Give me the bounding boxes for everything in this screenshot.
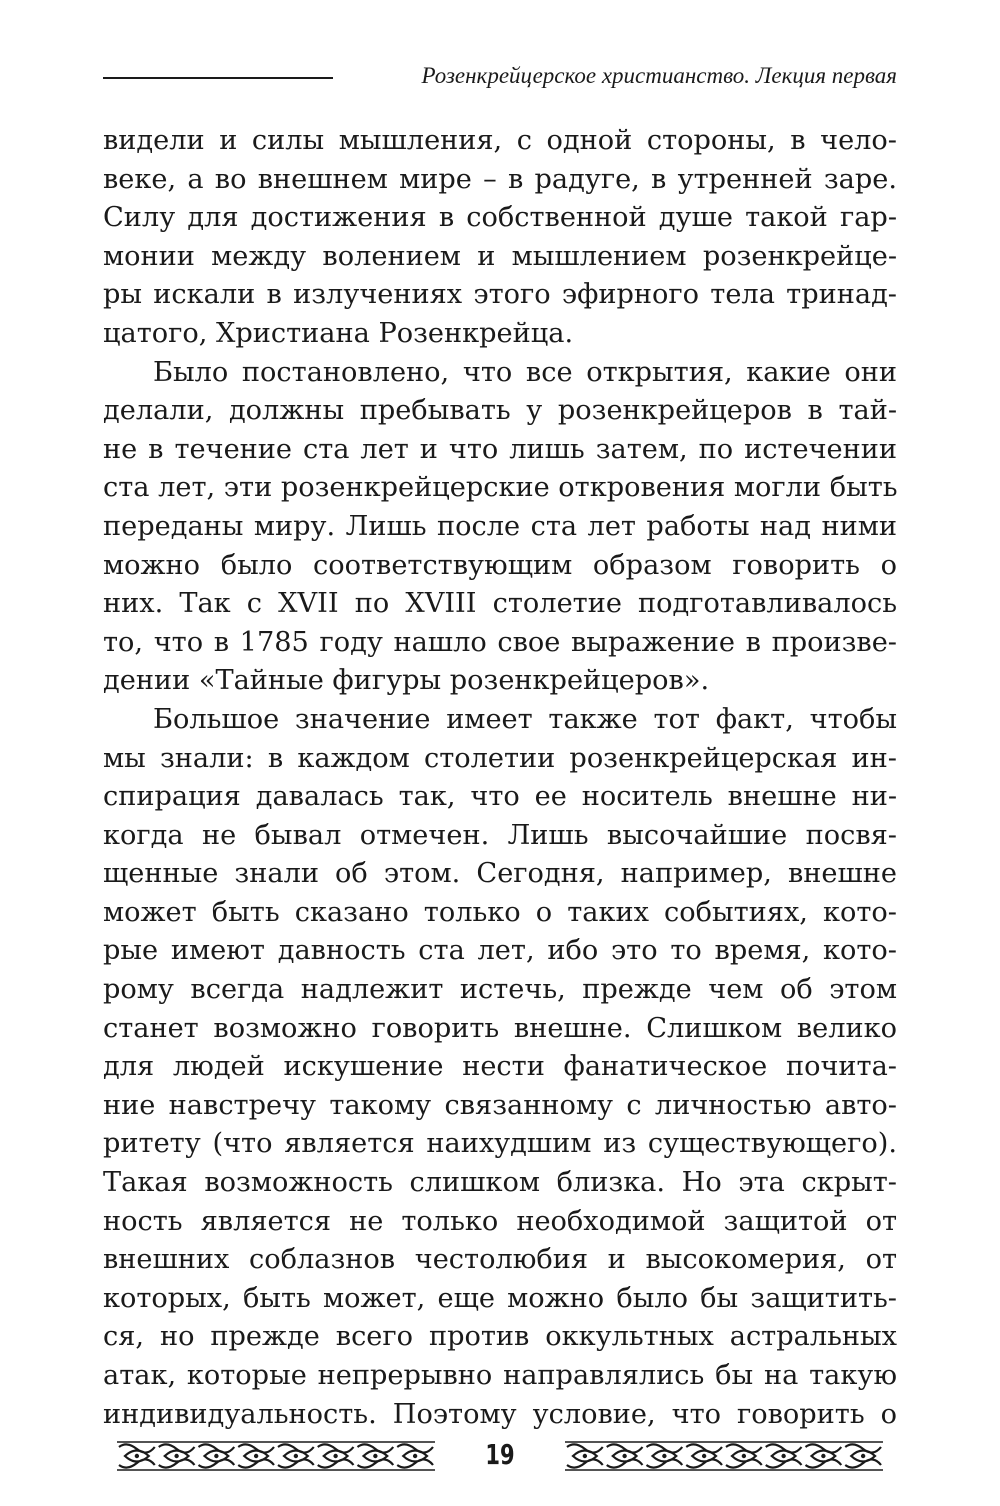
running-head (103, 60, 897, 92)
ornament-unit (159, 1444, 195, 1467)
text-line: не в течение ста лет и что лишь затем, по истечении (103, 433, 897, 465)
ornament-unit (318, 1444, 354, 1467)
decorative-border-icon (565, 1440, 883, 1472)
text-line: веке, а во внешнем мире – в радуге, в утренней заре. (103, 163, 897, 195)
text-line: может быть сказано только о таких событиях, кото- (103, 896, 897, 928)
text-line: ритету (что является наихудшим из существующего). (103, 1128, 897, 1160)
ornament-unit (119, 1444, 155, 1467)
ornament-unit (238, 1444, 274, 1467)
page-footer (103, 1430, 897, 1480)
text-line: них. Так с XVII по XVIII столетие подготавливалось (103, 588, 897, 620)
text-line: ры искали в излучениях этого эфирного тела тринад- (103, 279, 897, 311)
text-line: рому всегда надлежит истечь, прежде чем об этом (103, 974, 897, 1006)
ornament-unit (199, 1444, 235, 1467)
header-rule (103, 77, 333, 79)
decorative-border-icon (117, 1440, 435, 1472)
ornament-unit (766, 1444, 802, 1467)
text-line: ста лет, эти розенкрейцерские откровения могли быть (103, 472, 898, 504)
ornament-unit (397, 1444, 433, 1467)
text-line: щенные знали об этом. Сегодня, например, внешне (103, 858, 897, 890)
page-number: 19 (485, 1438, 515, 1471)
text-line: делали, должны пребывать у розенкрейцеров в тай- (103, 395, 897, 427)
ornament-unit (607, 1444, 643, 1467)
text-line: ся, но прежде всего против оккультных астральных (103, 1321, 897, 1353)
ornament-unit (726, 1444, 762, 1467)
text-line: для людей искушение нести фанатическое почита- (103, 1051, 897, 1083)
text-line: внешних соблазнов честолюбия и высокомерия, от (103, 1244, 897, 1276)
text-line: которых, быть может, еще можно было бы защитить- (103, 1282, 897, 1314)
text-line: атак, которые непрерывно направлялись бы на такую (103, 1360, 897, 1391)
text-line: видели и силы мышления, с одной стороны, в чело- (103, 125, 897, 156)
text-line: Силу для достижения в собственной душе такой гар- (103, 202, 897, 234)
ornament-unit (686, 1444, 722, 1467)
text-line: станет возможно говорить внешне. Слишком велико (103, 1012, 897, 1044)
text-line: то, что в 1785 году нашло свое выражение в произве- (103, 626, 897, 658)
text-line: переданы миру. Лишь после ста лет работы над ними (103, 510, 897, 542)
ornament-unit (567, 1444, 603, 1467)
paragraph (103, 354, 897, 701)
ornament-unit (278, 1444, 314, 1467)
text-line: Такая возможность слишком близка. Но эта скрыт- (103, 1167, 897, 1199)
ornament-unit (806, 1444, 842, 1467)
text-line: мы знали: в каждом столетии розенкрейцерская ин- (103, 742, 897, 774)
text-line: индивидуальность. Поэтому условие, что говорить о (103, 1398, 897, 1430)
text-line: Большое значение имеет также тот факт, чтобы (153, 703, 897, 735)
text-line: ние навстречу такому связанному с личностью авто- (103, 1089, 897, 1121)
ornament-unit (647, 1444, 683, 1467)
body-text (103, 122, 897, 1434)
text-line: дении «Тайные фигуры розенкрейцеров». (103, 665, 710, 697)
text-line: можно было соответствующим образом говорить о (103, 549, 897, 581)
text-line: спирация давалась так, что ее носитель внешне ни- (103, 781, 897, 813)
paragraph (103, 122, 897, 354)
text-line: монии между волением и мышлением розенкрейце- (103, 240, 897, 272)
ornament-unit (358, 1444, 394, 1467)
text-line: когда не бывал отмечен. Лишь высочайшие посвя- (103, 819, 897, 851)
ornament-unit (845, 1444, 881, 1467)
text-line: рые имеют давность ста лет, ибо это то время, кото- (103, 935, 897, 967)
paragraph (103, 701, 897, 1434)
text-line: цатого, Христиана Розенкрейца. (103, 317, 574, 349)
text-line: ность является не только необходимой защитой от (103, 1205, 897, 1237)
running-title: Розенкрейцерское христианство. Лекция первая (421, 63, 897, 88)
text-line: Было постановлено, что все открытия, какие они (153, 356, 897, 388)
